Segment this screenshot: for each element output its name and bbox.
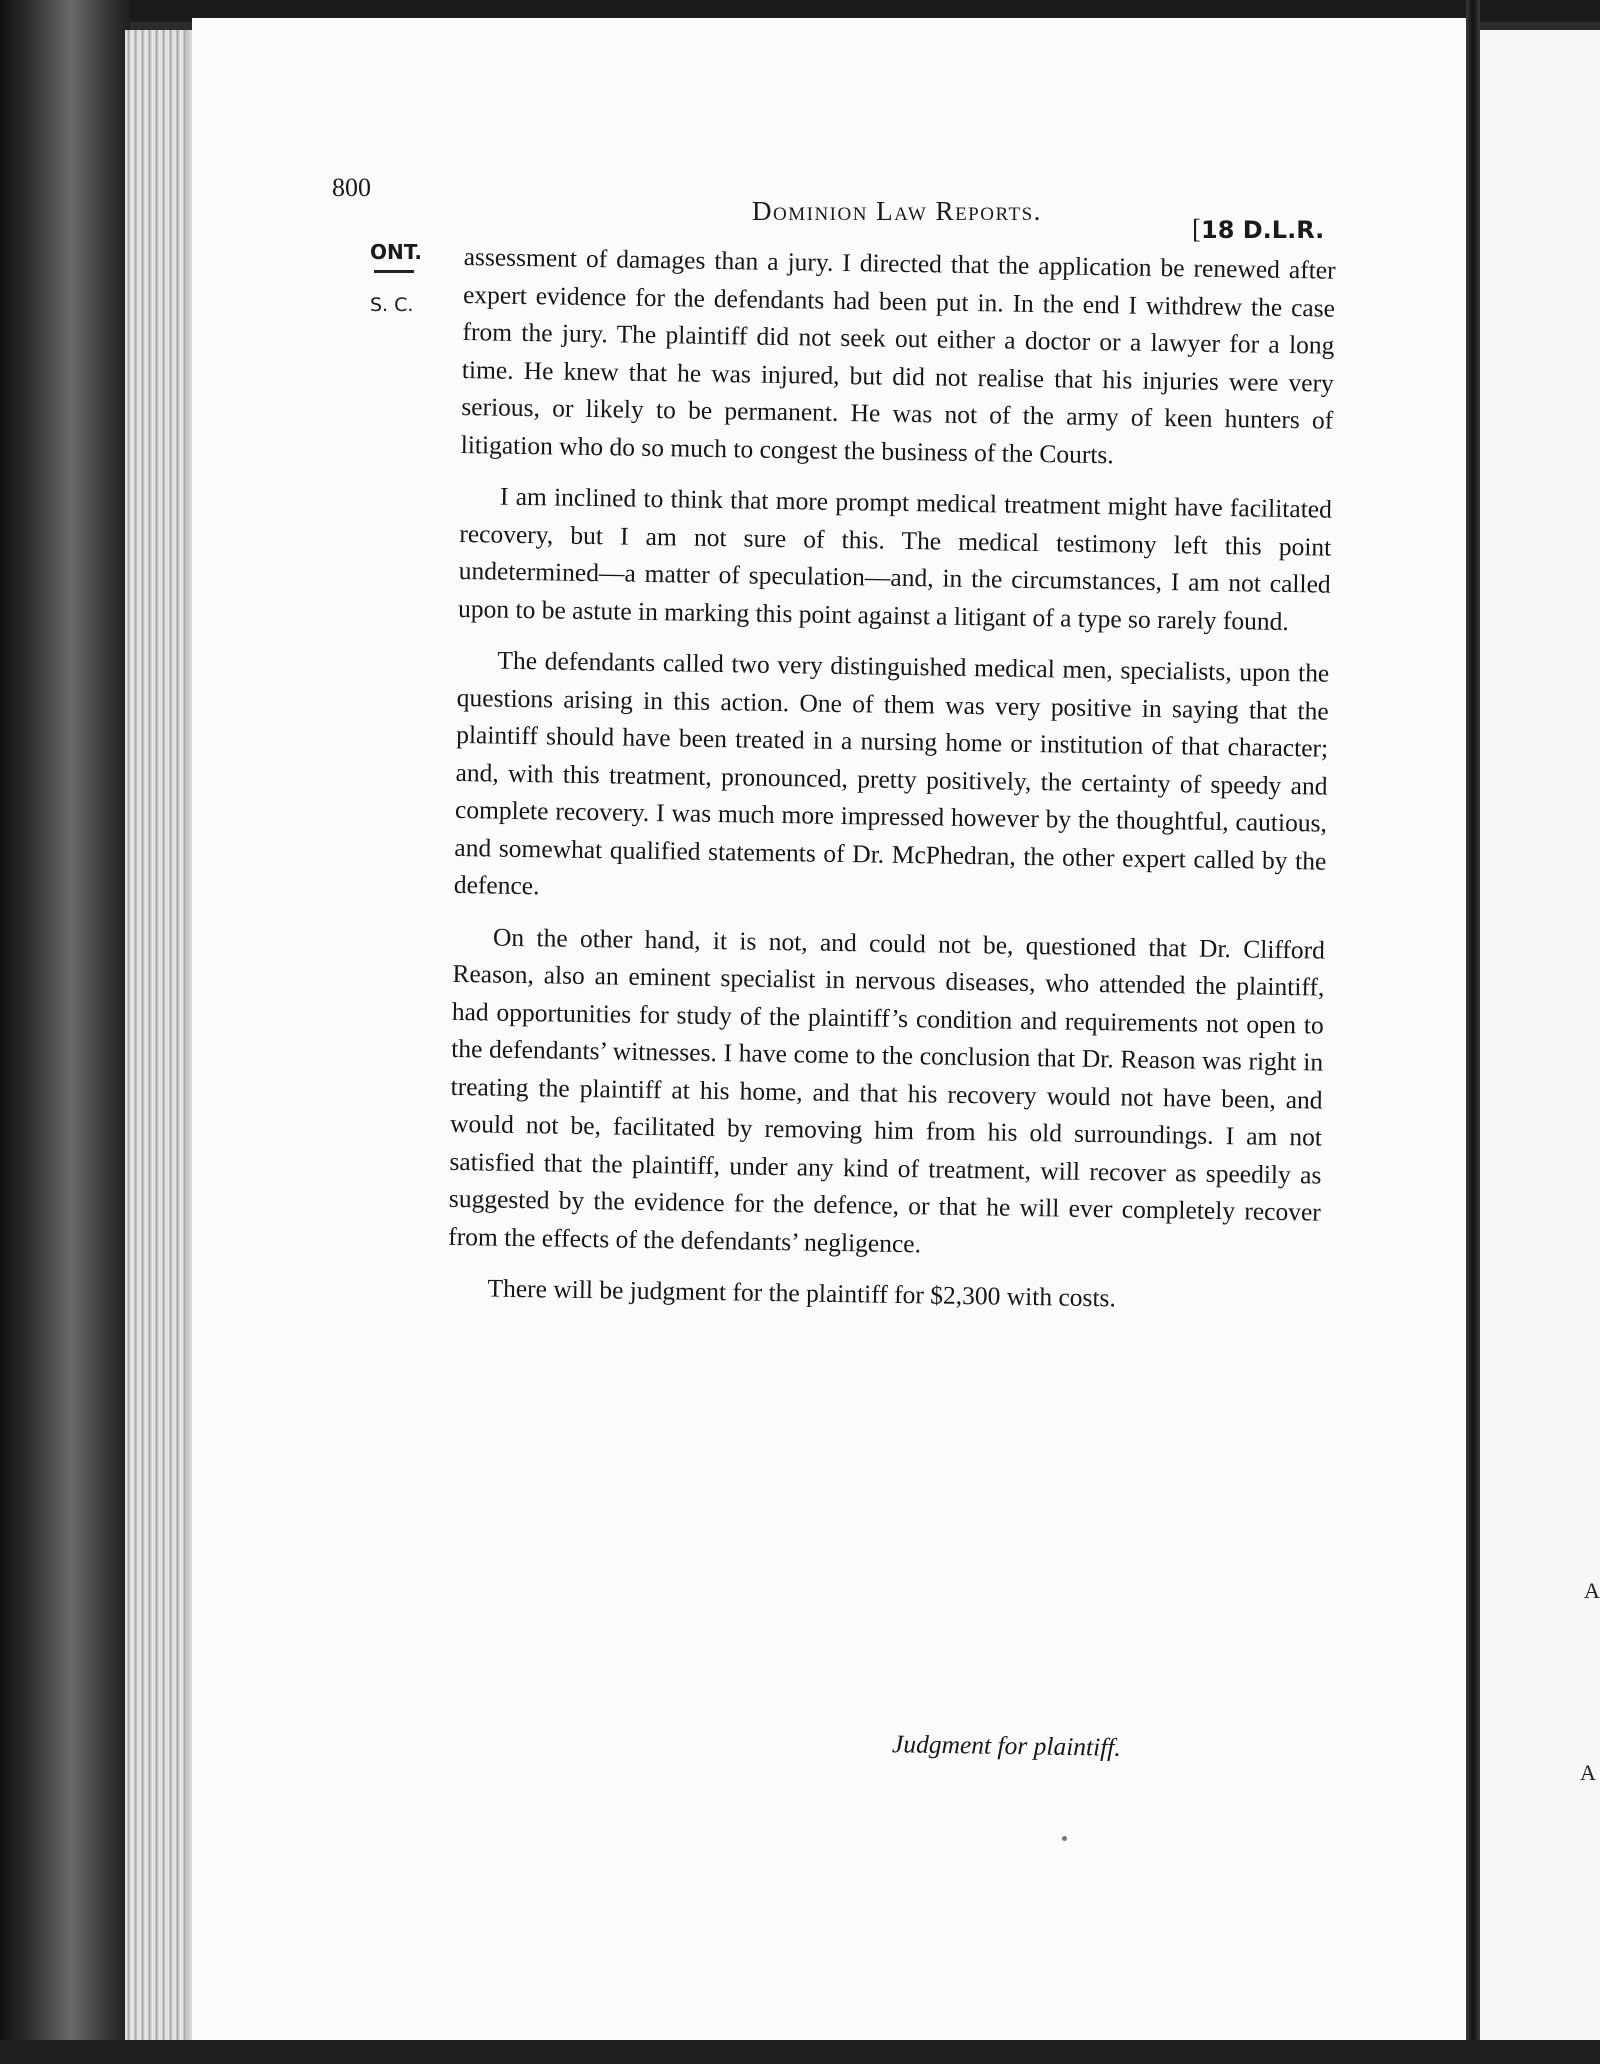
- running-head: Dominion Law Reports.: [752, 196, 1042, 226]
- facing-page-edge: [1480, 30, 1600, 2064]
- paragraph-5: There will be judgment for the plaintiff for $2,300 with costs.: [487, 1273, 1117, 1313]
- paragraph-4: On the other hand, it is not, and could not be, questioned that Dr. Clifford Reason, also an eminent specialist in nervous diseases, who attended the plaintiff, had opportunities for study of the plaintiff’s condition and requirements not open to the defendants’ witnesses. I have come to the conclusion that Dr. Reason was right in treating the plaintiff at his home, and that his recovery would not have been, and would not be, facilitated by removing him from his old surroundings. I am not satisfied that the plaintiff, under any kind of treatment, will recover as speedily as suggested by the evidence for the defence, or that he will ever completely recover from the effects of the defendants’ negligence.: [448, 922, 1326, 1258]
- ink-speck: [1062, 1836, 1067, 1841]
- page-number: 800: [332, 173, 371, 202]
- volume-reference: [1192, 214, 1324, 245]
- paragraph-1: assessment of damages than a jury. I directed that the application be renewed after expert evidence for the defendants had been put in. In the end I withdrew the case from the jury. The plaintiff did not seek out either a doctor or a lawyer for a long time. He knew that he was injured, but did not realise that his injuries were very serious, or likely to be permanent. He was not of the army of keen hunters of litigation who do so much to congest the business of the Courts.: [460, 241, 1336, 469]
- volume-ref-text: 18 D.L.R.: [1201, 216, 1325, 244]
- side-note-jurisdiction: ONT.: [370, 240, 422, 264]
- judgment-text: [447, 238, 1336, 1334]
- side-note-court: S. C.: [370, 294, 414, 316]
- volume-ref-bracket: [: [1192, 214, 1201, 244]
- bottom-scan-border: [0, 2040, 1600, 2064]
- book-page: [192, 18, 1468, 2054]
- closing-disposition: Judgment for plaintiff.: [891, 1729, 1122, 1762]
- facing-page-letter: A: [1584, 1578, 1600, 1603]
- facing-page-letter: A: [1580, 1760, 1596, 1785]
- paragraph-3: The defendants called two very distinguished medical men, specialists, upon the questions arising in this action. One of them was very positive in saying that the plaintiff should have been treated in a nursing home or institution of that character; and, with this treatment, pronounced, pretty positively, the certainty of speedy and complete recovery. I was much more impressed however by the thoughtful, cautious, and somewhat qualified statements of Dr. McPhedran, the other expert called by the defence.: [453, 645, 1330, 901]
- book-spine-edge: [0, 0, 130, 2064]
- paragraph-2: I am inclined to think that more prompt medical treatment might have facilitated recovery, but I am not sure of this. The medical testimony left this point undetermined—a matter of speculation—and, in the circumstances, I am not called upon to be astute in marking this point against a litigant of a type so rarely found.: [457, 481, 1333, 636]
- page-gutter: [1466, 0, 1480, 2064]
- side-note-rule: [374, 270, 414, 273]
